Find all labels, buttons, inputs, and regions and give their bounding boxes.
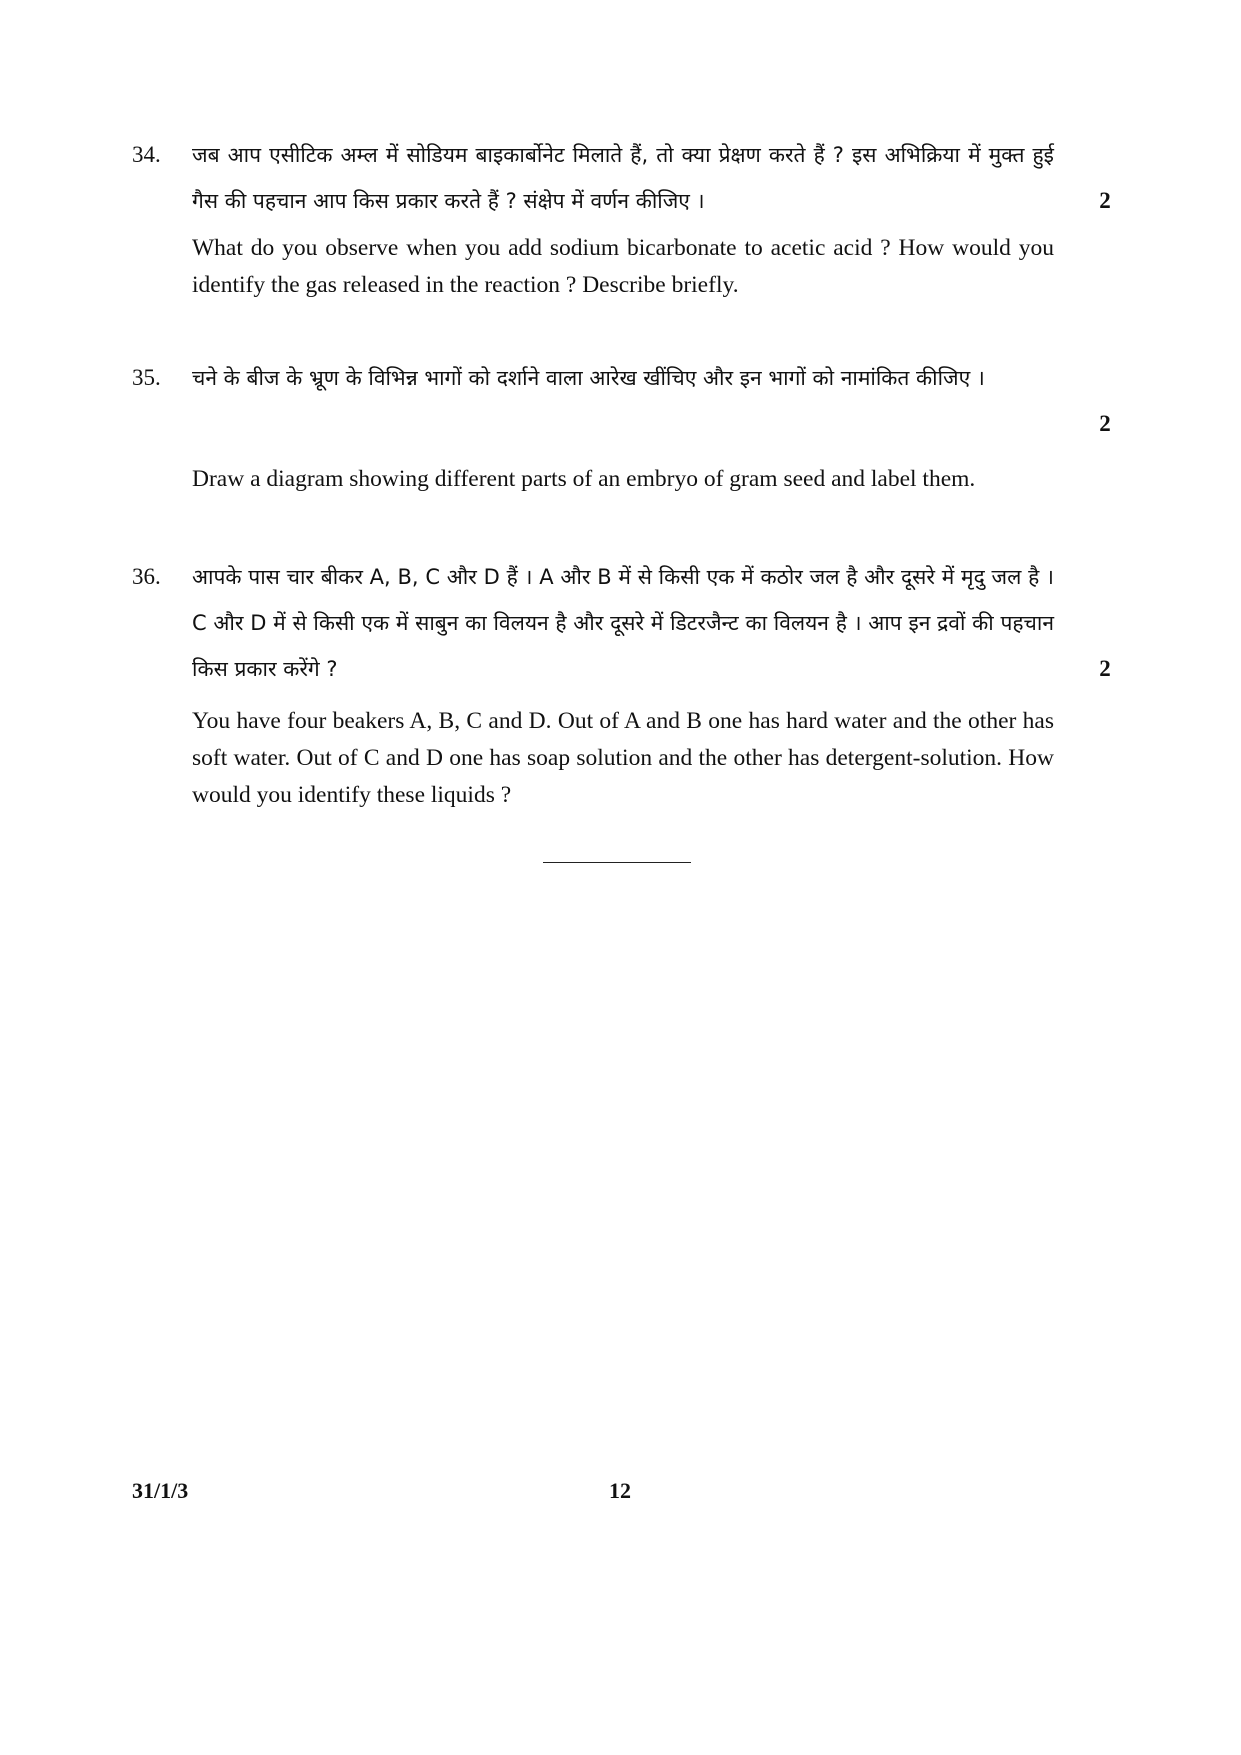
question-marks: 2: [1099, 411, 1111, 436]
question-marks: 2: [1099, 188, 1111, 213]
question-text-english: Draw a diagram showing different parts of an embryo of gram seed and label them.: [192, 466, 976, 492]
paper-code: 31/1/3: [132, 1478, 189, 1503]
page-number: 12: [609, 1478, 631, 1503]
question-text-english: What do you observe when you add sodium bicarbonate to acetic acid ? How would you identify the gas released in the reaction ? Describe briefly.: [192, 235, 1054, 298]
question-number: 35.: [132, 365, 161, 390]
question-text-hindi: आपके पास चार बीकर A, B, C और D हैं । A और B में से किसी एक में कठोर जल है और दूसरे में मृदु जल है । C और D में से किसी एक में साबुन का विलयन है और दूसरे में डिटरजैन्ट का विलयन है । आप इन द्रवों की पहचान किस प्रकार करेंगे ?: [192, 565, 1054, 681]
question-number: 34.: [132, 142, 161, 167]
question-text-hindi: चने के बीज के भ्रूण के विभिन्न भागों को दर्शाने वाला आरेख खींचिए और इन भागों को नामांकित कीजिए ।: [192, 366, 985, 390]
question-text-english: You have four beakers A, B, C and D. Out of A and B one has hard water and the other has soft water. Out of C and D one has soap solution and the other has detergent-solution. How would you identify these liquids ?: [192, 708, 1054, 808]
question-text-hindi: जब आप एसीटिक अम्ल में सोडियम बाइकार्बोनेट मिलाते हैं, तो क्या प्रेक्षण करते हैं ? इस अभिक्रिया में मुक्त हुई गैस की पहचान आप किस प्रकार करते हैं ? संक्षेप में वर्णन कीजिए ।: [192, 143, 1054, 213]
question-number: 36.: [132, 564, 161, 589]
question-marks: 2: [1099, 656, 1111, 681]
end-of-paper-rule: [543, 862, 691, 863]
